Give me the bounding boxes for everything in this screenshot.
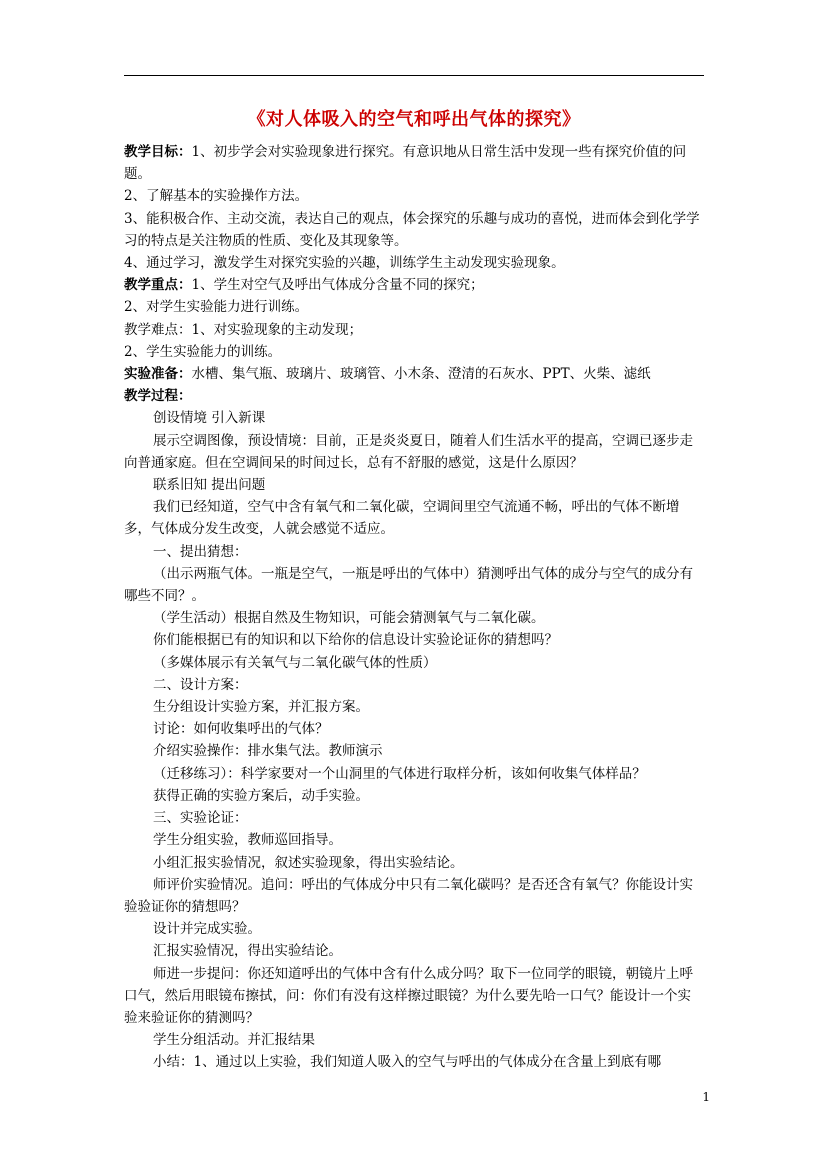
process-line: 获得正确的实验方案后，动手实验。 [153, 787, 369, 804]
process-line: 汇报实验情况，得出实验结论。 [153, 943, 342, 960]
difficulty-text-1: 教学难点：1、对实验现象的主动发现； [124, 321, 363, 338]
process-line: （多媒体展示有关氧气与二氧化碳气体的性质） [153, 654, 437, 671]
goals-paragraph [124, 141, 704, 185]
process-line: （迁移练习）：科学家要对一个山洞里的气体进行取样分析，该如何收集气体样品？ [153, 765, 646, 782]
process-line: 你们能根据已有的知识和以下给你的信息设计实验论证你的猜想吗？ [153, 632, 558, 649]
key-text-1: 1、学生对空气及呼出气体成分含量不同的探究； [191, 277, 484, 294]
process-line: 学生分组实验，教师巡回指导。 [153, 832, 342, 849]
process-line: 联系旧知 提出问题 [153, 477, 266, 494]
process-line: 二、设计方案： [153, 676, 248, 693]
process-line: 介绍实验操作：排水集气法。教师演示 [153, 743, 383, 760]
process-label: 教学过程： [124, 388, 192, 405]
process-line: 讨论：如何收集呼出的气体？ [153, 721, 329, 738]
process-line: 创设情境 引入新课 [153, 410, 266, 427]
process-line: 一、提出猜想： [153, 543, 248, 560]
goals-text-1: 1、初步学会对实验现象进行探究。有意识地从日常生活中发现一些有探究价值的问题。 [124, 144, 687, 183]
process-line: 展示空调图像，预设情境：目前，正是炎炎夏日，随着人们生活水平的提高，空调已逐步走向普通家庭。但在空调间呆的时间过长，总有不舒服的感觉，这是什么原因？ [124, 432, 693, 471]
process-line: 小结：1、通过以上实验，我们知道人吸入的空气与呼出的气体成分在含量上到底有哪 [153, 1054, 662, 1071]
process-line: 师进一步提问：你还知道呼出的气体中含有什么成分吗？取下一位同学的眼镜，朝镜片上呼口气，然后用眼镜布擦拭，问：你们有没有这样擦过眼镜？为什么要先哈一口气？能设计一个实验来验证你的猜测吗？ [124, 965, 693, 1026]
key-label: 教学重点： [124, 277, 192, 294]
process-line: 设计并完成实验。 [153, 921, 261, 938]
prep-paragraph [124, 363, 704, 385]
difficulty-text-2: 2、学生实验能力的训练。 [124, 343, 282, 360]
key-text-2: 2、对学生实验能力进行训练。 [124, 299, 309, 316]
document-title: 《对人体吸入的空气和呼出气体的探究》 [247, 109, 581, 130]
header-rule [124, 75, 704, 76]
goals-text-3: 3、能积极合作、主动交流，表达自己的观点，体会探究的乐趣与成功的喜悦，进而体会到化学学习的特点是关注物质的性质、变化及其现象等。 [124, 210, 700, 249]
key-paragraph [124, 274, 704, 296]
document-body [124, 141, 704, 1074]
process-line: 学生分组活动。并汇报结果 [153, 1032, 315, 1049]
process-line: 我们已经知道，空气中含有氧气和二氧化碳，空调间里空气流通不畅，呼出的气体不断增多，气体成分发生改变，人就会感觉不适应。 [124, 499, 680, 538]
page-number: 1 [702, 1090, 710, 1104]
prep-text: 水槽、集气瓶、玻璃片、玻璃管、小木条、澄清的石灰水、PPT、火柴、滤纸 [191, 366, 651, 383]
process-line: （出示两瓶气体。一瓶是空气，一瓶是呼出的气体中）猜测呼出气体的成分与空气的成分有哪些不同？。 [124, 565, 693, 605]
goals-text-2: 2、了解基本的实验操作方法。 [124, 188, 309, 205]
process-line: 生分组设计实验方案，并汇报方案。 [153, 699, 369, 716]
process-line: 小组汇报实验情况，叙述实验现象，得出实验结论。 [153, 854, 464, 871]
goals-text-4: 4、通过学习，激发学生对探究实验的兴趣，训练学生主动发现实验现象。 [124, 255, 565, 272]
process-line: （学生活动）根据自然及生物知识，可能会猜测氧气与二氧化碳。 [153, 610, 545, 627]
goals-label: 教学目标： [124, 144, 192, 160]
process-line: 师评价实验情况。追问：呼出的气体成分中只有二氧化碳吗？是否还含有氧气？你能设计实验验证你的猜想吗？ [124, 876, 693, 915]
prep-label: 实验准备： [124, 366, 192, 383]
process-line: 三、实验论证： [153, 810, 248, 827]
